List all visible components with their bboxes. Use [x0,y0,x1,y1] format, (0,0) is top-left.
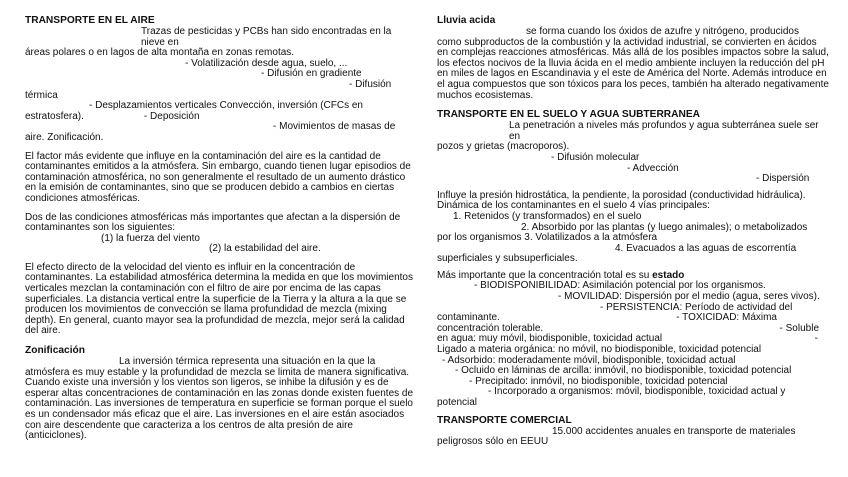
via-4b: superficiales y subsuperficiales. [437,253,578,265]
via-1: 1. Retenidos (y transformados) en el suelo [453,210,642,222]
right-column [437,15,829,448]
via-2: 2. Absorbido por las plantas (y luego animales); o metabolizados [521,221,808,233]
via-2b: por los organismos 3. Volatilizados a la atmósfera [437,232,658,244]
dinamica-text: Dinámica de los contaminantes en el suelo 4 vías principales: [437,200,710,212]
via-4: 4. Evacuados a las aguas de escorrentía [615,242,797,254]
condicion-estabilidad: (2) la estabilidad del aire. [209,243,321,255]
left-column [25,15,415,442]
aire-section-title: TRANSPORTE EN EL AIRE [25,15,155,26]
influye-text: Influye la presión hidrostática, la pendiente, la porosidad (conductividad hidráulica). [437,189,806,201]
zonificacion-title: Zonificación [25,345,85,357]
suelo-section-title: TRANSPORTE EN EL SUELO Y AGUA SUBTERRANEA [437,109,701,121]
estado-list: - BIODISPONIBILIDAD: Asimilación potencial por los organismos. - MOVILIDAD: Dispersión por el medio (agua, seres vivos). - PERSISTENCIA: Período de actividad del contaminante. - TOXICIDAD: Máxima concentración tolerable. - Soluble en agua: muy móvil, biodisponible, toxicidad actual - Ligado a materia orgánica: no móvil, no biodisponible, toxicidad potencial - Adsorbido: moderadamente móvil, biodisponible, toxicidad actual - Ocluido en láminas de arcilla: inmóvil, no biodisponible, toxicidad potencial - Precipitado: inmóvil, no biodisponible, toxicidad potencial - Incorporado a organismos: móvil, biodisponible, toxicidad actual y potencial [437,280,820,408]
lluvia-acida-title: Lluvia acida [437,15,496,26]
aire-intro: Trazas de pesticidas y PCBs han sido encontradas en la nieve en áreas polares o en lagos de alta montaña en zonas remotas. - Volatilización desde agua, suelo, ... - Difusión en gradiente - Difusión térmica - Desplazamientos verticales Convección, inversión (CFCs en estratosfera). - Deposición - Movimientos de masas de aire. Zonificación. [25,26,396,143]
estado-heading: Más importante que la concentración total es su estado [437,269,685,281]
factor-paragraph: El factor más evidente que influye en la contaminación del aire es la cantidad de contaminantes emitidos a la atmósfera. Sin embargo, cuando tienen lugar episodios de contaminación atmosférica, no son generalmente el resultado de un aumento drástico en la emisión de contaminantes, sino que se producen debido a cambios en ciertas condiciones atmosféricas. [25,150,411,204]
comercial-paragraph: 15.000 accidentes anuales en transporte de materiales peligrosos sólo en EEUU [437,425,796,448]
condiciones-paragraph: Dos de las condiciones atmosféricas más importantes que afectan a la dispersión de contaminantes son los siguientes: [25,211,401,234]
zonificacion-paragraph: La inversión térmica representa una situación en la que la atmósfera es muy estable y la profundidad de mezcla se limita de manera significativa. Cuando existe una inversión y los vientos son ligeros, se inhibe la difusión y es de esperar altas concentraciones de contaminación en las zonas donde existen fuentes de contaminación. Las inversiones de temperatura en superficie se forman porque el suelo es un condensador más eficaz que el aire. Las inversiones en el aire están asociados con aire descendente que caracteriza a los centros de alta presión de aire (anticiclones). [25,356,414,442]
condicion-viento: (1) la fuerza del viento [101,232,200,244]
suelo-paragraph: La penetración a niveles más profundos y agua subterránea suele ser en pozos y grietas (macroporos). - Difusión molecular - Advección - Dispersión [437,120,819,185]
comercial-title: TRANSPORTE COMERCIAL [437,414,572,426]
lluvia-acida-paragraph: se forma cuando los óxidos de azufre y nitrógeno, producidos como subproductos de la combustión y la actividad industrial, se convierten en ácidos en complejas reacciones atmosféricas. Más allá de los posibles impactos sobre la salud, los efectos nocivos de la lluvia ácida en el medio ambiente incluyen la reducción del pH en miles de lagos en Escandinavia y el este de América del Norte. Además introduce en el agua compuestos que son tóxicos para los peces, también ha alterado negativamente muchos ecosistemas. [437,26,829,101]
viento-paragraph: El efecto directo de la velocidad del viento es influir en la concentración de contaminantes. La estabilidad atmosférica determina la medida en que los movimientos verticales mezclan la contaminación con el filtro de aire por encima de las capas superficiales. La distancia vertical entre la superficie de la Tierra y la altura a la que se producen los movimientos de convección se llama profundidad de mezcla (mixing depth). En general, cuanto mayor sea la profundidad de mezcla, mejor será la calidad del aire. [25,261,413,337]
